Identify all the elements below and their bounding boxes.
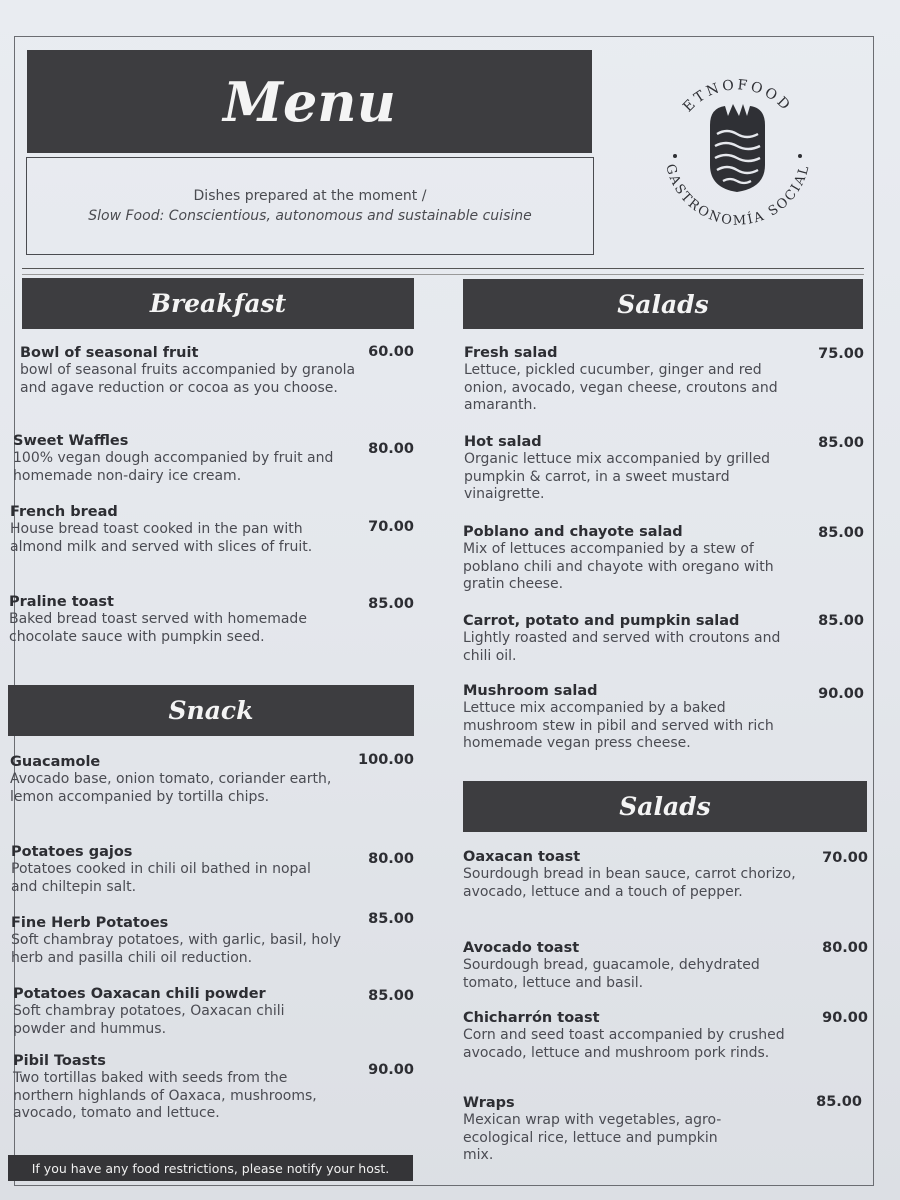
etnofood-emblem-icon [710,104,765,192]
item-price: 85.00 [818,613,864,629]
item-description: Mexican wrap with vegetables, agro-ecological rice, lettuce and pumpkin mix. [463,1112,722,1163]
section-header-snack: Snack [8,685,414,736]
item-description: Sourdough bread in bean sauce, carrot chorizo, avocado, lettuce and a touch of pepper. [463,866,796,900]
menu-item [463,682,803,753]
menu-item [464,344,794,415]
menu-item [10,503,340,556]
logo-top-text: ETNOFOOD [680,77,795,116]
item-price: 85.00 [368,596,414,612]
item-description: Soft chambray potatoes, Oaxacan chili powder and hummus. [13,1003,285,1037]
menu-item [11,843,326,896]
menu-item [13,985,338,1038]
menu-item [463,848,808,901]
footer-notice: If you have any food restrictions, please notify your host. [8,1155,413,1181]
menu-item [13,432,353,485]
item-name: Praline toast [9,594,114,610]
item-name: Bowl of seasonal fruit [20,345,199,361]
item-price: 85.00 [818,525,864,541]
item-name: French bread [10,504,118,520]
menu-item [463,1009,803,1062]
menu-item [9,593,319,646]
item-name: Potatoes Oaxacan chili powder [13,986,266,1002]
item-description: Soft chambray potatoes, with garlic, basil, holy herb and pasilla chili oil reduction. [11,932,342,966]
logo-bottom-text: GASTRONOMÍA SOCIAL [662,162,813,229]
menu-item [463,523,803,594]
item-description: House bread toast cooked in the pan with almond milk and served with slices of fruit. [10,521,313,555]
subtitle-line-2: Slow Food: Conscientious, autonomous and sustainable cuisine [88,208,532,224]
item-description: Baked bread toast served with homemade chocolate sauce with pumpkin seed. [9,611,307,645]
item-description: Corn and seed toast accompanied by crushed avocado, lettuce and mushroom pork rinds. [463,1027,785,1061]
item-name: Poblano and chayote salad [463,524,683,540]
item-description: Avocado base, onion tomato, coriander earth, lemon accompanied by tortilla chips. [10,771,332,805]
item-description: Lettuce, pickled cucumber, ginger and red onion, avocado, vegan cheese, croutons and amaranth. [464,362,778,413]
item-name: Fine Herb Potatoes [11,915,169,931]
item-price: 90.00 [822,1010,868,1026]
item-description: bowl of seasonal fruits accompanied by granola and agave reduction or cocoa as you choose. [20,362,356,396]
section-header-salads-2: Salads [463,781,867,832]
menu-item [20,344,360,397]
item-description: Lightly roasted and served with croutons and chili oil. [463,630,781,664]
item-description: 100% vegan dough accompanied by fruit and homemade non-dairy ice cream. [13,450,334,484]
etnofood-logo [655,70,820,235]
svg-text:ETNOFOOD [680,77,795,115]
item-price: 70.00 [368,519,414,535]
item-description: Two tortillas baked with seeds from the northern highlands of Oaxaca, mushrooms, avocado, tomato and lettuce. [13,1070,317,1121]
item-name: Guacamole [10,754,101,770]
menu-item [463,612,803,665]
item-price: 80.00 [368,441,414,457]
item-name: Pibil Toasts [13,1053,106,1069]
item-description: Potatoes cooked in chili oil bathed in nopal and chiltepin salt. [11,861,311,895]
subtitle-box [26,157,594,255]
divider [22,268,864,269]
item-price: 85.00 [368,911,414,927]
item-name: Potatoes gajos [11,844,133,860]
item-price: 80.00 [368,851,414,867]
item-name: Oaxacan toast [463,849,581,865]
menu-item [463,939,783,992]
item-price: 90.00 [368,1062,414,1078]
item-price: 85.00 [816,1094,862,1110]
item-description: Lettuce mix accompanied by a baked mushroom stew in pibil and served with rich homemade vegan press cheese. [463,700,774,751]
item-name: Wraps [463,1095,515,1111]
item-price: 90.00 [818,686,864,702]
item-name: Sweet Waffles [13,433,129,449]
item-price: 60.00 [368,344,414,360]
menu-item [13,1052,343,1123]
item-description: Sourdough bread, guacamole, dehydrated tomato, lettuce and basil. [463,957,760,991]
item-name: Fresh salad [464,345,558,361]
item-name: Carrot, potato and pumpkin salad [463,613,740,629]
page-title: Menu [27,50,592,153]
menu-item [463,1094,733,1165]
item-name: Mushroom salad [463,683,598,699]
menu-item [10,753,340,806]
item-description: Organic lettuce mix accompanied by grilled pumpkin & carrot, in a sweet mustard vinaigrette. [464,451,771,502]
section-header-breakfast: Breakfast [22,278,414,329]
item-price: 70.00 [822,850,868,866]
divider [22,274,864,275]
item-description: Mix of lettuces accompanied by a stew of poblano chili and chayote with oregano with gratin cheese. [463,541,774,592]
item-name: Hot salad [464,434,542,450]
menu-item [464,433,784,504]
subtitle-line-1: Dishes prepared at the moment / [193,188,427,204]
item-name: Avocado toast [463,940,580,956]
menu-item [11,914,351,967]
item-price: 100.00 [358,752,414,768]
item-price: 85.00 [818,435,864,451]
item-price: 80.00 [822,940,868,956]
item-price: 85.00 [368,988,414,1004]
item-price: 75.00 [818,346,864,362]
item-name: Chicharrón toast [463,1010,600,1026]
section-header-salads: Salads [463,279,863,329]
